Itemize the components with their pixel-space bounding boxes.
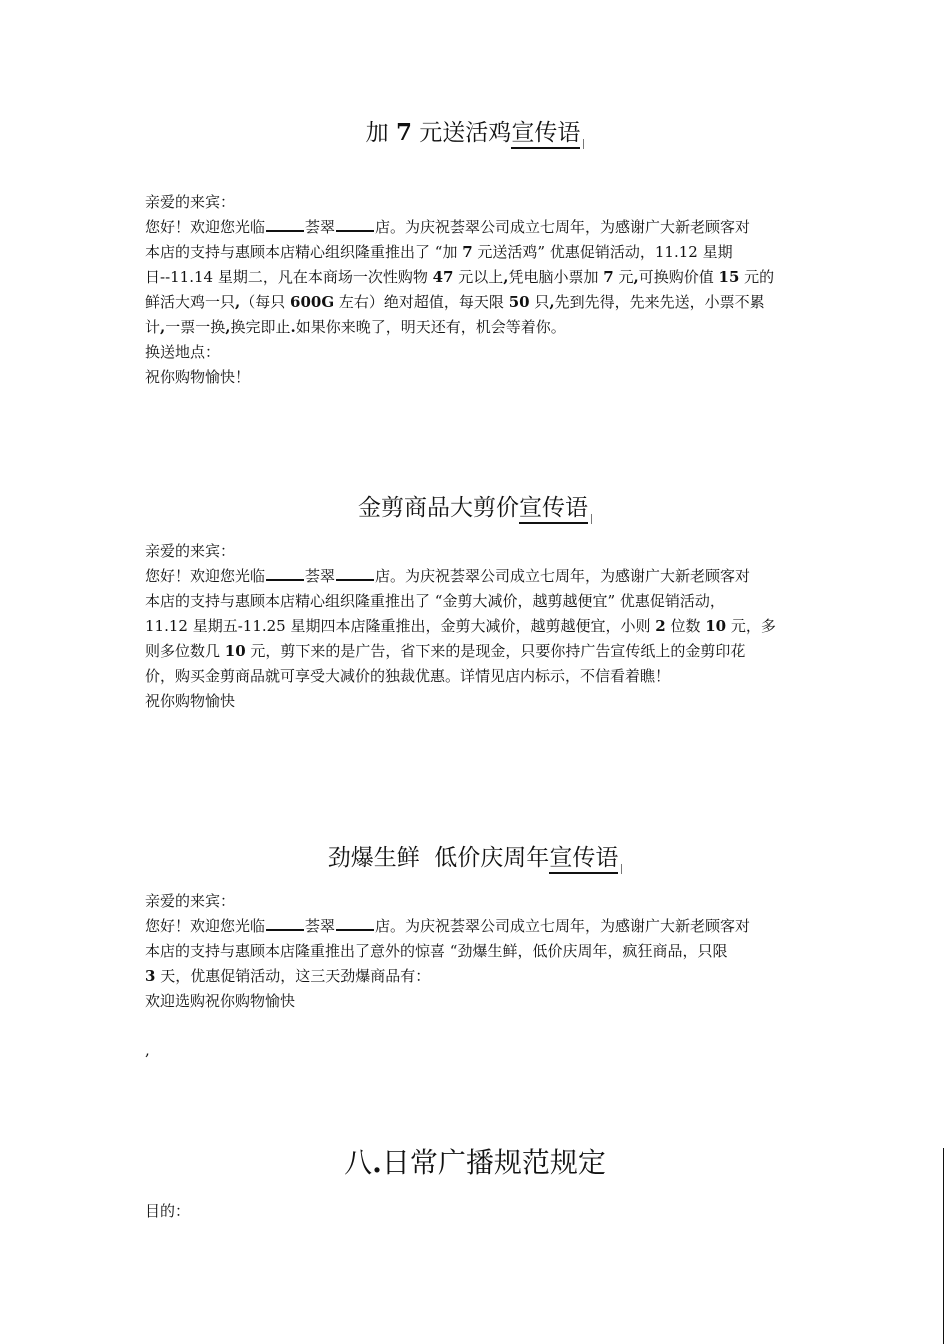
section2-salute: 亲爱的来宾：: [145, 542, 236, 560]
section1-location: 换送地点：: [145, 343, 221, 361]
section3-line2: 本店的支持与惠顾本店隆重推出了意外的惊喜 “劲爆生鲜，低价庆周年，疯狂商品，只限: [145, 942, 728, 960]
section2-line4: 则多位数几 10 元，剪下来的是广告，省下来的是现金，只要你持广告宣传纸上的金剪印花: [145, 642, 746, 660]
section2-line2: 本店的支持与惠顾本店精心组织隆重推出了 “金剪大减价，越剪越便宜” 优惠促销活动，: [145, 592, 725, 610]
section3-line3: 3 天，优惠促销活动，这三天劲爆商品有：: [145, 967, 431, 985]
blank-field: [266, 917, 304, 931]
section1-line2: 本店的支持与惠顾本店精心组织隆重推出了 “加 7 元送活鸡” 优惠促销活动，11.12 星期: [145, 243, 733, 261]
section4-purpose: 目的：: [145, 1202, 191, 1220]
section3-salute: 亲爱的来宾：: [145, 892, 236, 910]
section2-closing: 祝你购物愉快: [145, 692, 236, 710]
blank-field: [336, 218, 374, 232]
section1-line4: 鲜活大鸡一只,（每只 600G 左右）绝对超值，每天限 50 只,先到先得，先来先送，小票不累: [145, 293, 765, 311]
blank-field: [266, 218, 304, 232]
page-edge-rule: [943, 1148, 944, 1344]
section3-comma: ,: [145, 1041, 150, 1059]
section2-line5: 价，购买金剪商品就可享受大减价的独裁优惠。详情见店内标示，不信看着瞧！: [145, 667, 671, 685]
section4-heading: 八.日常广播规范规定: [344, 1146, 606, 1179]
section1-closing: 祝你购物愉快！: [145, 368, 251, 386]
section2-line3: 11.12 星期五-11.25 星期四本店隆重推出，金剪大减价，越剪越便宜，小则 2 位数 10 元，多: [145, 617, 776, 635]
section3-line1: 您好！欢迎您光临 荟翠 店。为庆祝荟翠公司成立七周年，为感谢广大新老顾客对: [145, 917, 751, 935]
section1-salute: 亲爱的来宾：: [145, 193, 236, 211]
section3-title: 劲爆生鲜 低价庆周年宣传语: [0, 843, 950, 874]
blank-field: [266, 567, 304, 581]
section1-title: 加 7 元送活鸡宣传语: [0, 118, 950, 149]
blank-field: [336, 567, 374, 581]
section1-line3: 日--11.14 星期二，凡在本商场一次性购物 47 元以上,凭电脑小票加 7 元,可换购价值 15 元的: [145, 268, 775, 286]
section2-line1: 您好！欢迎您光临 荟翠 店。为庆祝荟翠公司成立七周年，为感谢广大新老顾客对: [145, 567, 751, 585]
section1-line5: 计,一票一换,换完即止.如果你来晚了，明天还有，机会等着你。: [145, 318, 566, 336]
section3-closing: 欢迎选购祝你购物愉快: [145, 992, 296, 1010]
section1-line1: 您好！欢迎您光临 荟翠 店。为庆祝荟翠公司成立七周年，为感谢广大新老顾客对: [145, 218, 751, 236]
section2-title: 金剪商品大剪价宣传语: [0, 493, 950, 524]
blank-field: [336, 917, 374, 931]
